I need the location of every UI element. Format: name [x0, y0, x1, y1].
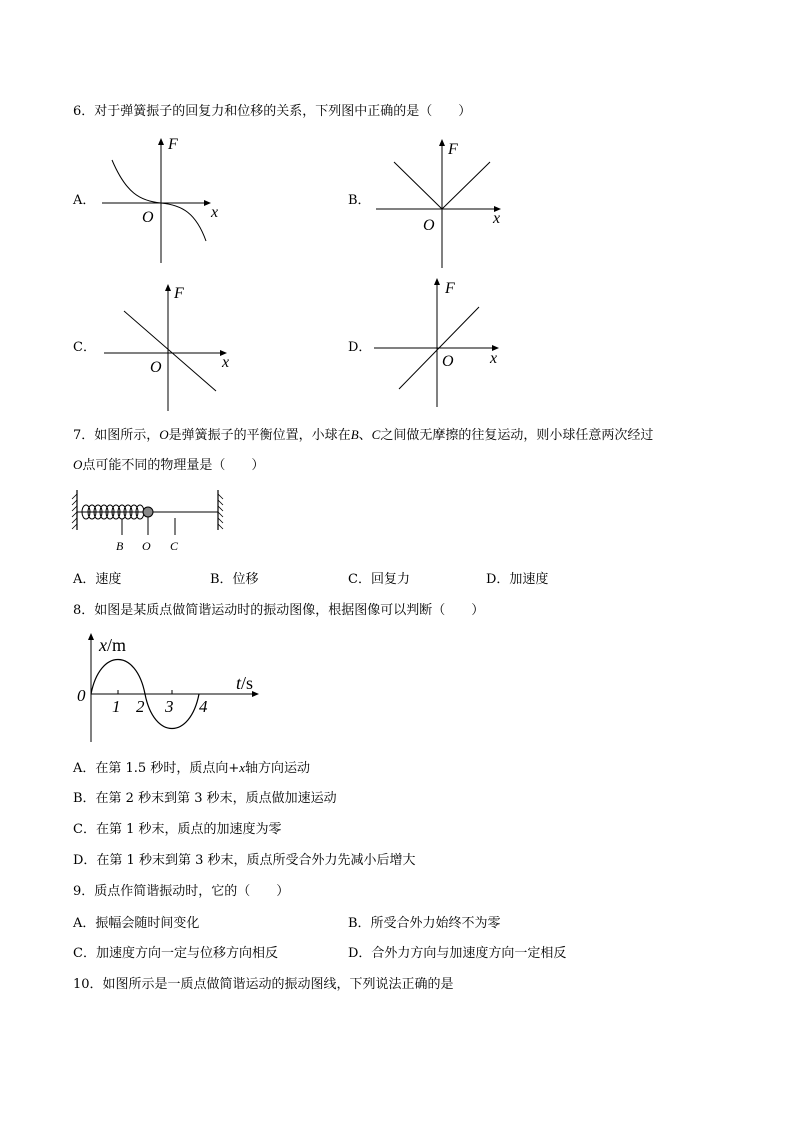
q7-option-d: D．加速度 — [486, 572, 549, 587]
q8-y-label: x/m — [99, 635, 127, 655]
q6-d-x-label: x — [490, 350, 498, 367]
q6-option-a-letter: A． — [73, 193, 96, 208]
q6-b-x-label: x — [493, 210, 501, 227]
q7-option-c: C．回复力 — [348, 572, 410, 587]
q7-option-a: A．速度 — [73, 572, 122, 587]
q6-c-f-label: F — [174, 285, 184, 302]
q8-tick-3: 3 — [165, 697, 174, 716]
q8-tick-4: 4 — [199, 697, 208, 716]
q7-b-label: B — [116, 539, 124, 553]
q7-o-label: O — [142, 539, 151, 553]
q6-graph-c — [102, 283, 242, 413]
q6-stem: 6．对于弹簧振子的回复力和位移的关系，下列图中正确的是（ ） — [73, 104, 472, 119]
q9-stem: 9．质点作简谐振动时，它的（ ） — [73, 884, 290, 899]
q6-option-d-letter: D． — [348, 340, 372, 355]
q6-a-f-label: F — [168, 136, 178, 153]
q6-graph-b — [372, 138, 512, 268]
q8-option-a: A．在第 1.5 秒时，质点向+x轴方向运动 — [73, 760, 311, 776]
q9-option-c: C．加速度方向一定与位移方向相反 — [73, 946, 278, 961]
q9-option-d: D．合外力方向与加速度方向一定相反 — [348, 946, 567, 961]
q6-b-o-label: O — [423, 217, 435, 234]
q8-vibration-graph — [74, 630, 274, 745]
q9-option-b: B．所受合外力始终不为零 — [348, 916, 501, 931]
q6-d-o-label: O — [442, 353, 454, 370]
q8-option-b: B．在第 2 秒末到第 3 秒末，质点做加速运动 — [73, 791, 337, 806]
q7-stem-line2: O点可能不同的物理量是（ ） — [73, 457, 265, 473]
q7-c-label: C — [170, 539, 179, 553]
q6-c-x-label: x — [222, 354, 230, 371]
q6-d-f-label: F — [445, 280, 455, 297]
q7-option-b: B．位移 — [210, 572, 259, 587]
q8-stem: 8．如图是某质点做简谐运动时的振动图像，根据图像可以判断（ ） — [73, 603, 485, 618]
q6-c-o-label: O — [150, 359, 162, 376]
q7-spring-diagram — [70, 488, 230, 558]
q6-a-x-label: x — [211, 204, 219, 221]
q8-x-label: t/s — [236, 673, 254, 693]
q6-option-c-letter: C． — [73, 340, 96, 355]
q8-tick-2: 2 — [136, 697, 145, 716]
q6-graph-a — [98, 135, 228, 265]
q6-a-o-label: O — [142, 209, 154, 226]
q8-origin-label: 0 — [77, 686, 86, 705]
q6-b-f-label: F — [448, 141, 458, 158]
q8-option-c: C．在第 1 秒末，质点的加速度为零 — [73, 822, 282, 837]
q8-option-d: D．在第 1 秒末到第 3 秒末，质点所受合外力先减小后增大 — [73, 853, 416, 868]
q6-option-b-letter: B． — [348, 193, 371, 208]
q9-option-a: A．振幅会随时间变化 — [73, 916, 200, 931]
q10-stem: 10．如图所示是一质点做简谐运动的振动图线，下列说法正确的是 — [73, 977, 454, 992]
q6-graph-d — [372, 277, 512, 407]
q7-stem-line1: 7．如图所示，O是弹簧振子的平衡位置，小球在B、C之间做无摩擦的往复运动，则小球任意两次经过 — [73, 427, 654, 443]
q8-tick-1: 1 — [112, 697, 121, 716]
